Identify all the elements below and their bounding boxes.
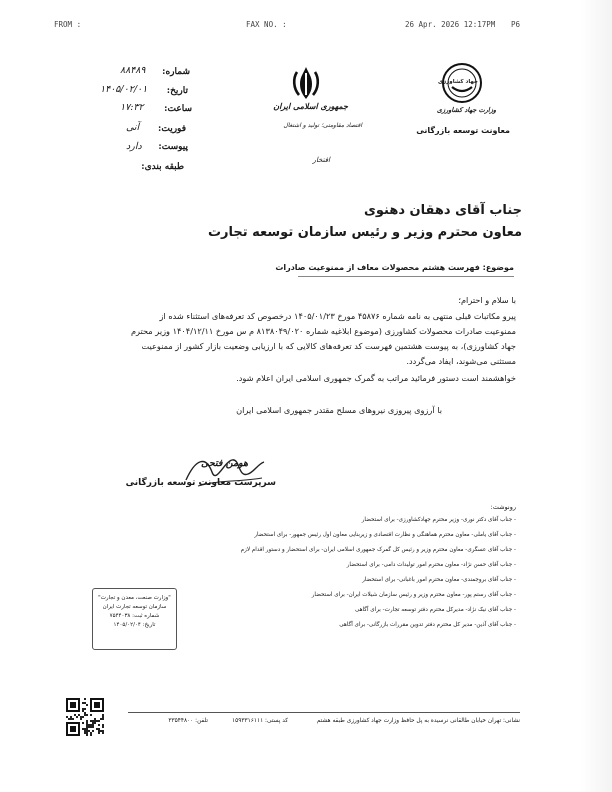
- cc-item-5: - جناب آقای بروجمندی- معاون محترم امور باغبانی- برای استحضار: [362, 577, 516, 583]
- ministry-name: وزارت جهاد کشاورزی: [436, 106, 496, 114]
- body-line-5: خواهشمند است دستور فرمائید مراتب به گمرک جمهوری اسلامی ایران اعلام شود.: [236, 373, 516, 383]
- received-stamp: [92, 588, 177, 650]
- addressee-title: معاون محترم وزیر و رئیس سازمان توسعه تجارت: [207, 225, 522, 240]
- time-value: ۱۷:۳۲: [120, 102, 144, 113]
- signer-name: هومن فتحی: [200, 458, 248, 469]
- cc-item-3: - جناب آقای عسگری- معاون محترم وزیر و رئیس کل گمرک جمهوری اسلامی ایران- برای استحضار و دستور اقدام لازم: [240, 547, 516, 553]
- body-line-3: جهاد کشاورزی)، به پیوست هشتمین فهرست کد تعرفه‌های کالایی که با ارزیابی وضعیت بازار کشور از ممنوعیت: [141, 341, 516, 351]
- qr-code: [66, 698, 104, 736]
- urgency-value: آنی: [126, 122, 140, 133]
- addressee-name: جناب آقای دهقان دهنوی: [363, 203, 522, 218]
- body-line-4: مستثنی می‌شوند، ایفاد می‌گردد.: [406, 356, 516, 366]
- greeting: با سلام و احترام؛: [458, 295, 516, 305]
- cc-item-1: - جناب آقای دکتر نوری- وزیر محترم جهادکشاورزی- برای استحضار: [361, 517, 516, 523]
- fax-from: FROM :: [54, 20, 82, 29]
- fax-datetime: 26 Apr. 2026 12:17PM: [405, 20, 496, 29]
- attachment-value: دارد: [126, 141, 142, 152]
- cc-item-4: - جناب آقای حسن نژاد- معاون محترم امور تولیدات دامی- برای استحضار: [346, 562, 516, 568]
- footer-phone: تلفن: ۳۳۵۴۴۸۰۰: [168, 718, 208, 724]
- footer-address: نشانی: تهران خیابان طالقانی نرسیده به پل حافظ وزارت جهاد کشاورزی طبقه هشتم: [316, 718, 520, 724]
- fax-number: FAX NO. :: [246, 20, 287, 29]
- cc-item-2: - جناب آقای یاملی- معاون محترم هماهنگی و نظارت اقتصادی و زیربنایی معاون اول رئیس جمهور- برای استحضار: [254, 532, 516, 538]
- subject-underline: [298, 276, 514, 277]
- iran-emblem-icon: [290, 64, 322, 102]
- stamp-line-1: "وزارت صنعت، معدن و تجارت": [98, 595, 171, 601]
- time-label: ساعت:: [164, 104, 192, 114]
- signer-title: سرپرست معاونت توسعه بازرگانی: [125, 478, 276, 488]
- stamp-line-3: شماره ثبت: ۷۵۴۴۰۳۸: [109, 613, 160, 619]
- cc-item-6: - جناب آقای رستم پور- معاون محترم وزیر و رئیس سازمان شیلات ایران- برای استحضار: [311, 592, 516, 598]
- body-line-1: پیرو مکاتبات قبلی منتهی به نامه شماره ۴۵۸۷۶ مورخ ۱۴۰۵/۰۱/۲۳ درخصوص کد تعرفه‌های استثناء شده از: [159, 311, 516, 321]
- footer-rule: [128, 712, 520, 713]
- cc-item-8: - جناب آقای آذین- مدیر کل محترم دفتر تدوین مقررات بازرگانی- برای آگاهی: [339, 622, 516, 628]
- date-value: ۱۴۰۵/۰۲/۰۱: [100, 84, 148, 95]
- attachment-label: پیوست:: [158, 142, 188, 152]
- body-line-2: ممنوعیت صادرات محصولات کشاورزی (موضوع ابلاغیه شماره ۸۱۳۸۰۴۹/۰۲۰ م س مورخ ۱۴۰۴/۱۲/۱۱ وزیر محترم: [130, 326, 516, 336]
- closing-line: با آرزوی پیروزی نیروهای مسلح مقتدر جمهوری اسلامی ایران: [236, 405, 442, 415]
- footer-postal-code: کد پستی: ۱۵۹۳۳۱۶۱۱۱: [232, 718, 288, 724]
- qr-code-icon: [66, 698, 104, 736]
- fax-page: P6: [511, 20, 521, 29]
- republic-slogan: اقتصاد مقاومتی؛ تولید و اشتغال: [283, 122, 362, 129]
- number-value: ۸۸۴۸۹: [120, 65, 146, 76]
- classification-label: طبقه بندی:: [141, 162, 184, 172]
- republic-name: جمهوری اسلامی ایران: [273, 102, 348, 111]
- number-label: شماره:: [162, 67, 190, 77]
- ministry-logo-text: جهاد کشاورزی: [437, 79, 478, 85]
- cc-heading: رونوشت:: [490, 503, 516, 511]
- urgency-label: فوریت:: [158, 124, 186, 134]
- scan-edge-shading: [580, 0, 612, 792]
- stamp-line-2: سازمان توسعه تجارت ایران: [102, 604, 167, 610]
- cc-item-7: - جناب آقای نیک نژاد- مدیرکل محترم دفتر توسعه تجارت- برای آگاهی: [354, 607, 516, 613]
- stamp-line-4: تاریخ: ۱۴۰۵/۰۲/۰۴: [113, 622, 156, 628]
- letter-subject: موضوع: فهرست هشتم محصولات معاف از ممنوعیت صادرات: [275, 263, 514, 272]
- republic-slogan-2: افتخار: [312, 156, 330, 164]
- department-name: معاونت توسعه بازرگانی: [416, 126, 510, 135]
- date-label: تاریخ:: [166, 86, 188, 96]
